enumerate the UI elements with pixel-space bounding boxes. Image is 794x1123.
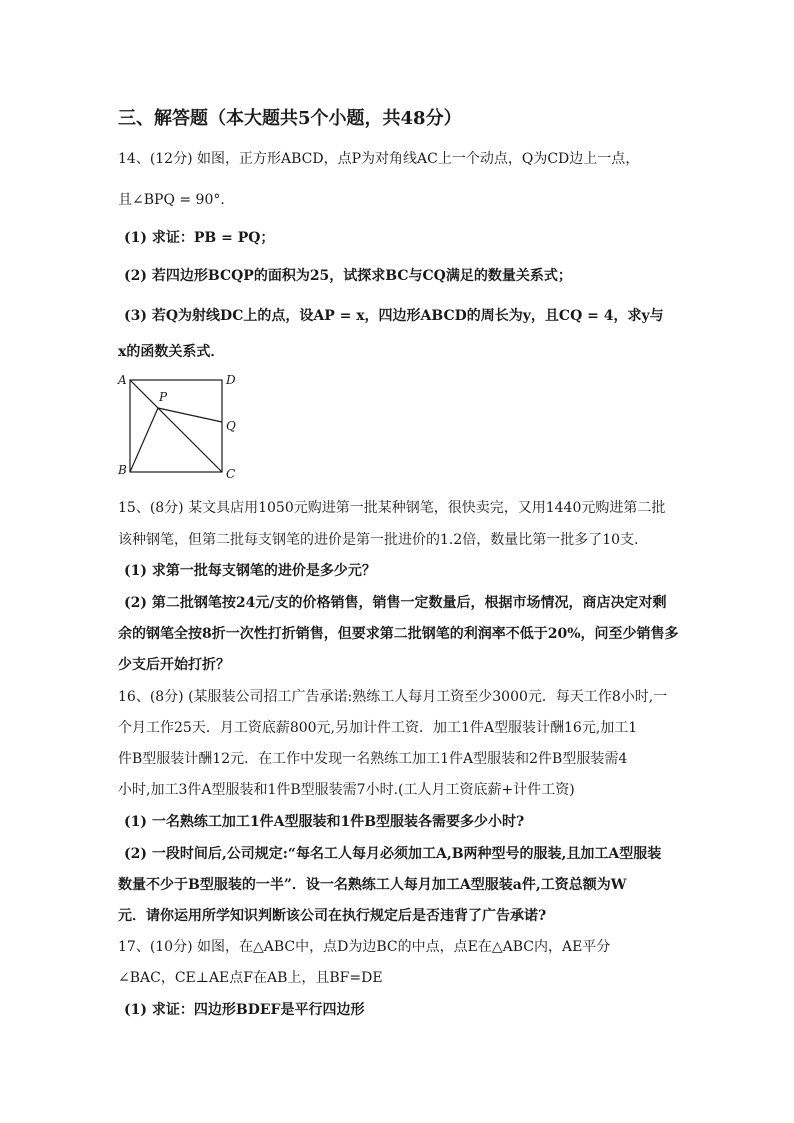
q17-part1: (1) 求证：四边形BDEF是平行四边形 xyxy=(124,1002,365,1018)
label-c: C xyxy=(226,467,236,481)
label-a: A xyxy=(118,373,127,387)
q14-part3-cont: x的函数关系式． xyxy=(118,344,225,360)
q16-part2-line3: 元．请你运用所学知识判断该公司在执行规定后是否违背了广告承诺? xyxy=(118,908,547,924)
q15-part2-line3: 少支后开始打折？ xyxy=(118,657,230,673)
q16-part1: (1) 一名熟练工加工1件A型服装和1件B型服装各需要多少小时? xyxy=(124,814,525,830)
q15-part1: (1) 求第一批每支钢笔的进价是多少元？ xyxy=(124,563,376,579)
q16-line1: 16、(8分) (某服装公司招工广告承诺:熟练工人每月工资至少3000元．每天工作8小时,一 xyxy=(118,689,668,705)
label-p: P xyxy=(159,390,168,404)
q15-line1: 15、(8分) 某文具店用1050元购进第一批某种钢笔，很快卖完，又用1440元购进第二批 xyxy=(118,500,666,516)
q16-line4: 小时,加工3件A型服装和1件B型服装需7小时.(工人月工资底薪+计件工资) xyxy=(118,782,575,798)
square-figure xyxy=(114,370,244,482)
label-d: D xyxy=(226,373,236,387)
q14-line1: 14、(12分) 如图，正方形ABCD，点P为对角线AC上一个动点，Q为CD边上一点， xyxy=(118,151,640,167)
q16-line2: 个月工作25天．月工资底薪800元,另加计件工资．加工1件A型服装计酬16元,加工1 xyxy=(118,720,638,736)
section-title: 三、解答题（本大题共5个小题，共48分） xyxy=(118,108,462,129)
q17-line1: 17、(10分) 如图，在△ABC中，点D为边BC的中点，点E在△ABC内，AE平分 xyxy=(118,939,611,955)
q14-part1: (1) 求证：PB = PQ； xyxy=(124,230,275,246)
q15-part2-line2: 余的钢笔全按8折一次性打折销售，但要求第二批钢笔的利润率不低于20%，问至少销售多 xyxy=(118,626,679,642)
segment-pq xyxy=(158,408,222,422)
q16-part2-line2: 数量不少于B型服装的一半”．设一名熟练工人每月加工A型服装a件,工资总额为W xyxy=(118,877,627,893)
label-q: Q xyxy=(226,419,236,433)
q17-line2: ∠BAC，CE⊥AE点F在AB上，且BF=DE xyxy=(118,970,383,986)
q15-line2: 该种钢笔，但第二批每支钢笔的进价是第一批进价的1.2倍，数量比第一批多了10支． xyxy=(118,532,649,548)
q14-line2: 且∠BPQ = 90°． xyxy=(118,192,235,208)
q15-part2-line1: (2) 第二批钢笔按24元/支的价格销售，销售一定数量后，根据市场情况，商店决定对剩 xyxy=(124,595,667,611)
q14-part2: (2) 若四边形BCQP的面积为25，试探求BC与CQ满足的数量关系式； xyxy=(124,268,572,284)
segment-bp xyxy=(130,408,158,472)
q14-part3: (3) 若Q为射线DC上的点，设AP = x，四边形ABCD的周长为y，且CQ = 4，求y与 xyxy=(124,308,664,324)
q16-line3: 件B型服装计酬12元．在工作中发现一名熟练工加工1件A型服装和2件B型服装需4 xyxy=(118,751,628,767)
q16-part2-line1: (2) 一段时间后,公司规定:“每名工人每月必须加工A,B两种型号的服装,且加工A型服装 xyxy=(124,846,662,862)
diagonal-ac xyxy=(130,380,222,472)
label-b: B xyxy=(118,463,127,477)
